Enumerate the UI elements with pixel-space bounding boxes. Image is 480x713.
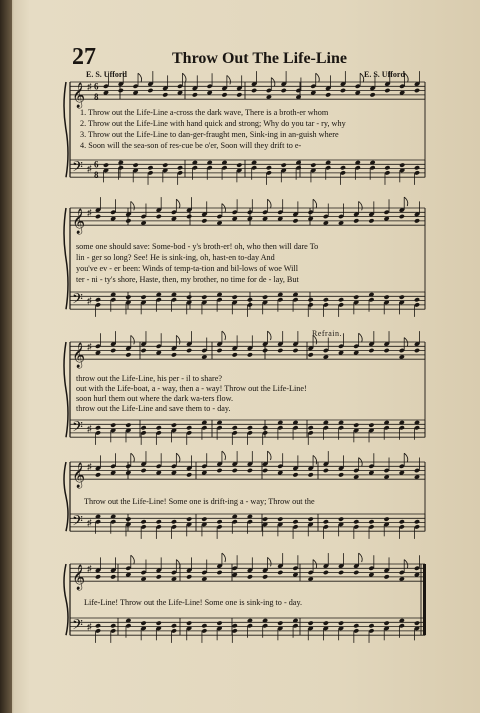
note-head: [162, 162, 168, 167]
note-head: [95, 574, 101, 579]
note-head: [125, 352, 131, 357]
note-head: [140, 519, 146, 524]
treble-clef: 𝄞: [72, 343, 86, 369]
lyric-line: out with the Life-boat, a - way, then a - way! Throw out the Life-Line!: [76, 384, 307, 393]
note-head: [414, 218, 420, 223]
note-flag: [222, 553, 226, 562]
note-head: [353, 623, 359, 628]
note-head: [262, 574, 268, 579]
note-head: [247, 297, 253, 302]
note-flag: [404, 197, 408, 206]
note-head: [292, 218, 298, 223]
note-head: [133, 162, 139, 167]
note-head: [369, 92, 375, 97]
note-head: [368, 623, 374, 628]
note-head: [147, 88, 153, 93]
lyric-line: some one should save: Some-bod - y's broth-er! oh, who then will dare To: [76, 242, 319, 251]
note-head: [277, 348, 283, 353]
music-credit: E. S. Ufford: [364, 70, 405, 79]
bass-clef: 𝄢: [72, 418, 83, 439]
note-head: [125, 294, 131, 299]
bass-clef: 𝄢: [72, 512, 83, 533]
lyric-line: you've ev - er been: Winds of temp-ta-tion and bil-lows of woe Will: [76, 264, 298, 273]
note-head: [399, 519, 405, 524]
note-flag: [267, 199, 271, 208]
note-head: [201, 516, 207, 521]
note-head: [323, 468, 329, 473]
note-head: [232, 294, 238, 299]
note-head: [186, 620, 192, 625]
note-flag: [131, 453, 135, 462]
note-flag: [227, 75, 231, 84]
lyric-line: soon hurl them out where the dark wa-ters flow.: [76, 394, 234, 403]
sharp-sign: ♯: [87, 423, 92, 434]
note-head: [110, 623, 116, 628]
note-head: [236, 162, 242, 167]
note-head: [277, 516, 283, 521]
note-flag: [131, 201, 135, 210]
note-flag: [131, 555, 135, 564]
note-flag: [267, 451, 271, 460]
lyric-line: 4. Soon will the sea-son of res-cue be o'er, Soon will they drift to e-: [80, 141, 302, 150]
bass-clef: 𝄢: [72, 158, 83, 179]
note-head: [186, 214, 192, 219]
note-head: [384, 516, 390, 521]
note-flag: [267, 557, 271, 566]
note-head: [125, 516, 131, 521]
note-head: [110, 348, 116, 353]
treble-clef: 𝄞: [72, 209, 86, 235]
note-head: [277, 570, 283, 575]
note-head: [338, 620, 344, 625]
lyric-line: lin - ger so long? See! He is sink-ing, oh, hast-en to-day And: [76, 253, 275, 262]
note-flag: [131, 335, 135, 344]
lyric-line: Throw out the Life-Line! Some one is drift-ing a - way; Throw out the: [84, 497, 315, 506]
sharp-sign: ♯: [87, 295, 92, 306]
note-head: [95, 623, 101, 628]
note-head: [201, 218, 207, 223]
note-head: [338, 472, 344, 477]
note-head: [292, 519, 298, 524]
time-signature: 6: [94, 159, 99, 170]
note-head: [368, 218, 374, 223]
note-head: [140, 468, 146, 473]
note-flag: [222, 451, 226, 460]
note-head: [95, 472, 101, 477]
note-head: [118, 88, 124, 93]
note-head: [201, 294, 207, 299]
brace: [64, 82, 68, 177]
note-head: [236, 92, 242, 97]
note-head: [338, 570, 344, 575]
note-head: [156, 574, 162, 579]
note-head: [186, 574, 192, 579]
note-flag: [313, 335, 317, 344]
note-flag: [359, 333, 363, 342]
note-head: [110, 574, 116, 579]
note-head: [325, 92, 331, 97]
note-head: [177, 165, 183, 170]
note-head: [147, 165, 153, 170]
note-head: [156, 519, 162, 524]
brace: [64, 462, 68, 531]
note-head: [340, 88, 346, 93]
time-signature: 6: [94, 81, 99, 92]
note-head: [186, 294, 192, 299]
note-head: [156, 620, 162, 625]
note-head: [292, 348, 298, 353]
note-head: [216, 620, 222, 625]
treble-clef: 𝄞: [72, 463, 86, 489]
note-head: [399, 214, 405, 219]
note-head: [308, 425, 314, 430]
note-head: [262, 425, 268, 430]
note-head: [171, 422, 177, 427]
note-head: [384, 88, 390, 93]
brace: [64, 208, 68, 309]
note-flag: [182, 73, 186, 82]
refrain-label: Refrain.: [312, 329, 342, 338]
note-flag: [316, 73, 320, 82]
note-head: [308, 352, 314, 357]
note-head: [262, 516, 268, 521]
lyric-line: 3. Throw out the Life-Line to dan-ger-fraught men, Sink-ing in an-guish where: [80, 130, 339, 139]
note-head: [281, 88, 287, 93]
note-head: [232, 425, 238, 430]
note-head: [399, 162, 405, 167]
note-head: [186, 348, 192, 353]
note-head: [368, 348, 374, 353]
note-flag: [405, 73, 409, 82]
note-head: [247, 425, 253, 430]
note-head: [247, 574, 253, 579]
note-head: [384, 294, 390, 299]
lyric-line: Life-Line! Throw out the Life-Line! Some one is sink-ing to - day.: [84, 598, 303, 607]
note-head: [384, 620, 390, 625]
final-barline: [423, 564, 426, 635]
sharp-sign: ♯: [87, 81, 92, 92]
note-flag: [313, 455, 317, 464]
note-head: [414, 519, 420, 524]
note-head: [171, 352, 177, 357]
note-head: [186, 425, 192, 430]
note-head: [414, 165, 420, 170]
treble-clef: 𝄞: [72, 565, 86, 591]
note-head: [262, 348, 268, 353]
note-head: [156, 425, 162, 430]
note-head: [338, 516, 344, 521]
note-head: [368, 519, 374, 524]
note-head: [251, 88, 257, 93]
note-head: [171, 519, 177, 524]
note-head: [186, 516, 192, 521]
note-head: [277, 620, 283, 625]
note-head: [308, 297, 314, 302]
note-head: [232, 623, 238, 628]
note-head: [140, 425, 146, 430]
note-head: [95, 425, 101, 430]
note-head: [95, 297, 101, 302]
note-head: [140, 620, 146, 625]
sharp-sign: ♯: [87, 517, 92, 528]
note-flag: [267, 331, 271, 340]
note-head: [95, 214, 101, 219]
note-head: [140, 294, 146, 299]
note-head: [216, 570, 222, 575]
note-head: [201, 623, 207, 628]
sharp-sign: ♯: [87, 163, 92, 174]
hymn-title: Throw Out The Life-Line: [172, 50, 347, 67]
sharp-sign: ♯: [87, 563, 92, 574]
note-flag: [176, 199, 180, 208]
note-flag: [359, 553, 363, 562]
lyric-line: ter - ni - ty's shore, Haste, then, my brother, no time for de - lay, But: [76, 275, 299, 284]
note-head: [353, 294, 359, 299]
lyric-line: throw out the Life-Line and save them to - day.: [76, 404, 231, 413]
note-flag: [359, 201, 363, 210]
note-head: [414, 297, 420, 302]
sharp-sign: ♯: [87, 621, 92, 632]
brace: [64, 564, 68, 635]
note-flag: [176, 335, 180, 344]
note-head: [103, 162, 109, 167]
note-head: [353, 218, 359, 223]
note-head: [281, 162, 287, 167]
lyric-line: 2. Throw out the Life-Line with hand quick and strong; Why do you tar - ry, why: [80, 119, 346, 128]
note-head: [384, 165, 390, 170]
sharp-sign: ♯: [87, 341, 92, 352]
note-head: [186, 472, 192, 477]
note-head: [308, 620, 314, 625]
note-head: [232, 468, 238, 473]
note-head: [323, 620, 329, 625]
treble-clef: 𝄞: [72, 83, 86, 109]
hymn-number: 27: [72, 44, 96, 70]
note-head: [125, 422, 131, 427]
sharp-sign: ♯: [87, 207, 92, 218]
note-head: [192, 92, 198, 97]
note-flag: [313, 199, 317, 208]
note-head: [310, 162, 316, 167]
note-head: [368, 422, 374, 427]
note-head: [221, 92, 227, 97]
note-head: [266, 165, 272, 170]
note-head: [340, 165, 346, 170]
note-head: [308, 516, 314, 521]
note-head: [353, 519, 359, 524]
note-head: [162, 92, 168, 97]
time-signature: 8: [94, 170, 99, 181]
note-head: [323, 519, 329, 524]
note-head: [216, 348, 222, 353]
note-head: [323, 570, 329, 575]
time-signature: 8: [94, 92, 99, 103]
note-head: [414, 88, 420, 93]
note-head: [414, 620, 420, 625]
note-head: [140, 348, 146, 353]
note-head: [232, 352, 238, 357]
note-head: [399, 294, 405, 299]
note-head: [247, 468, 253, 473]
note-flag: [138, 73, 142, 82]
note-head: [384, 574, 390, 579]
note-head: [338, 297, 344, 302]
note-flag: [176, 453, 180, 462]
words-credit: E. S. Ufford: [86, 70, 127, 79]
note-head: [353, 422, 359, 427]
note-head: [262, 468, 268, 473]
note-head: [292, 472, 298, 477]
bass-clef: 𝄢: [72, 616, 83, 637]
note-flag: [404, 453, 408, 462]
note-head: [353, 570, 359, 575]
note-head: [125, 218, 131, 223]
note-head: [323, 297, 329, 302]
note-head: [308, 472, 314, 477]
note-flag: [222, 331, 226, 340]
bass-clef: 𝄢: [72, 290, 83, 311]
lyric-line: throw out the Life-Line, his per - il to share?: [76, 374, 222, 383]
sharp-sign: ♯: [87, 461, 92, 472]
note-head: [262, 294, 268, 299]
lyric-line: 1. Throw out the Life-Line a-cross the dark wave, There is a broth-er whom: [80, 108, 329, 117]
note-head: [171, 623, 177, 628]
note-head: [216, 468, 222, 473]
note-flag: [360, 73, 364, 82]
note-head: [384, 348, 390, 353]
brace: [64, 342, 68, 437]
note-head: [247, 352, 253, 357]
note-head: [414, 348, 420, 353]
note-head: [216, 519, 222, 524]
note-head: [110, 422, 116, 427]
note-head: [156, 214, 162, 219]
